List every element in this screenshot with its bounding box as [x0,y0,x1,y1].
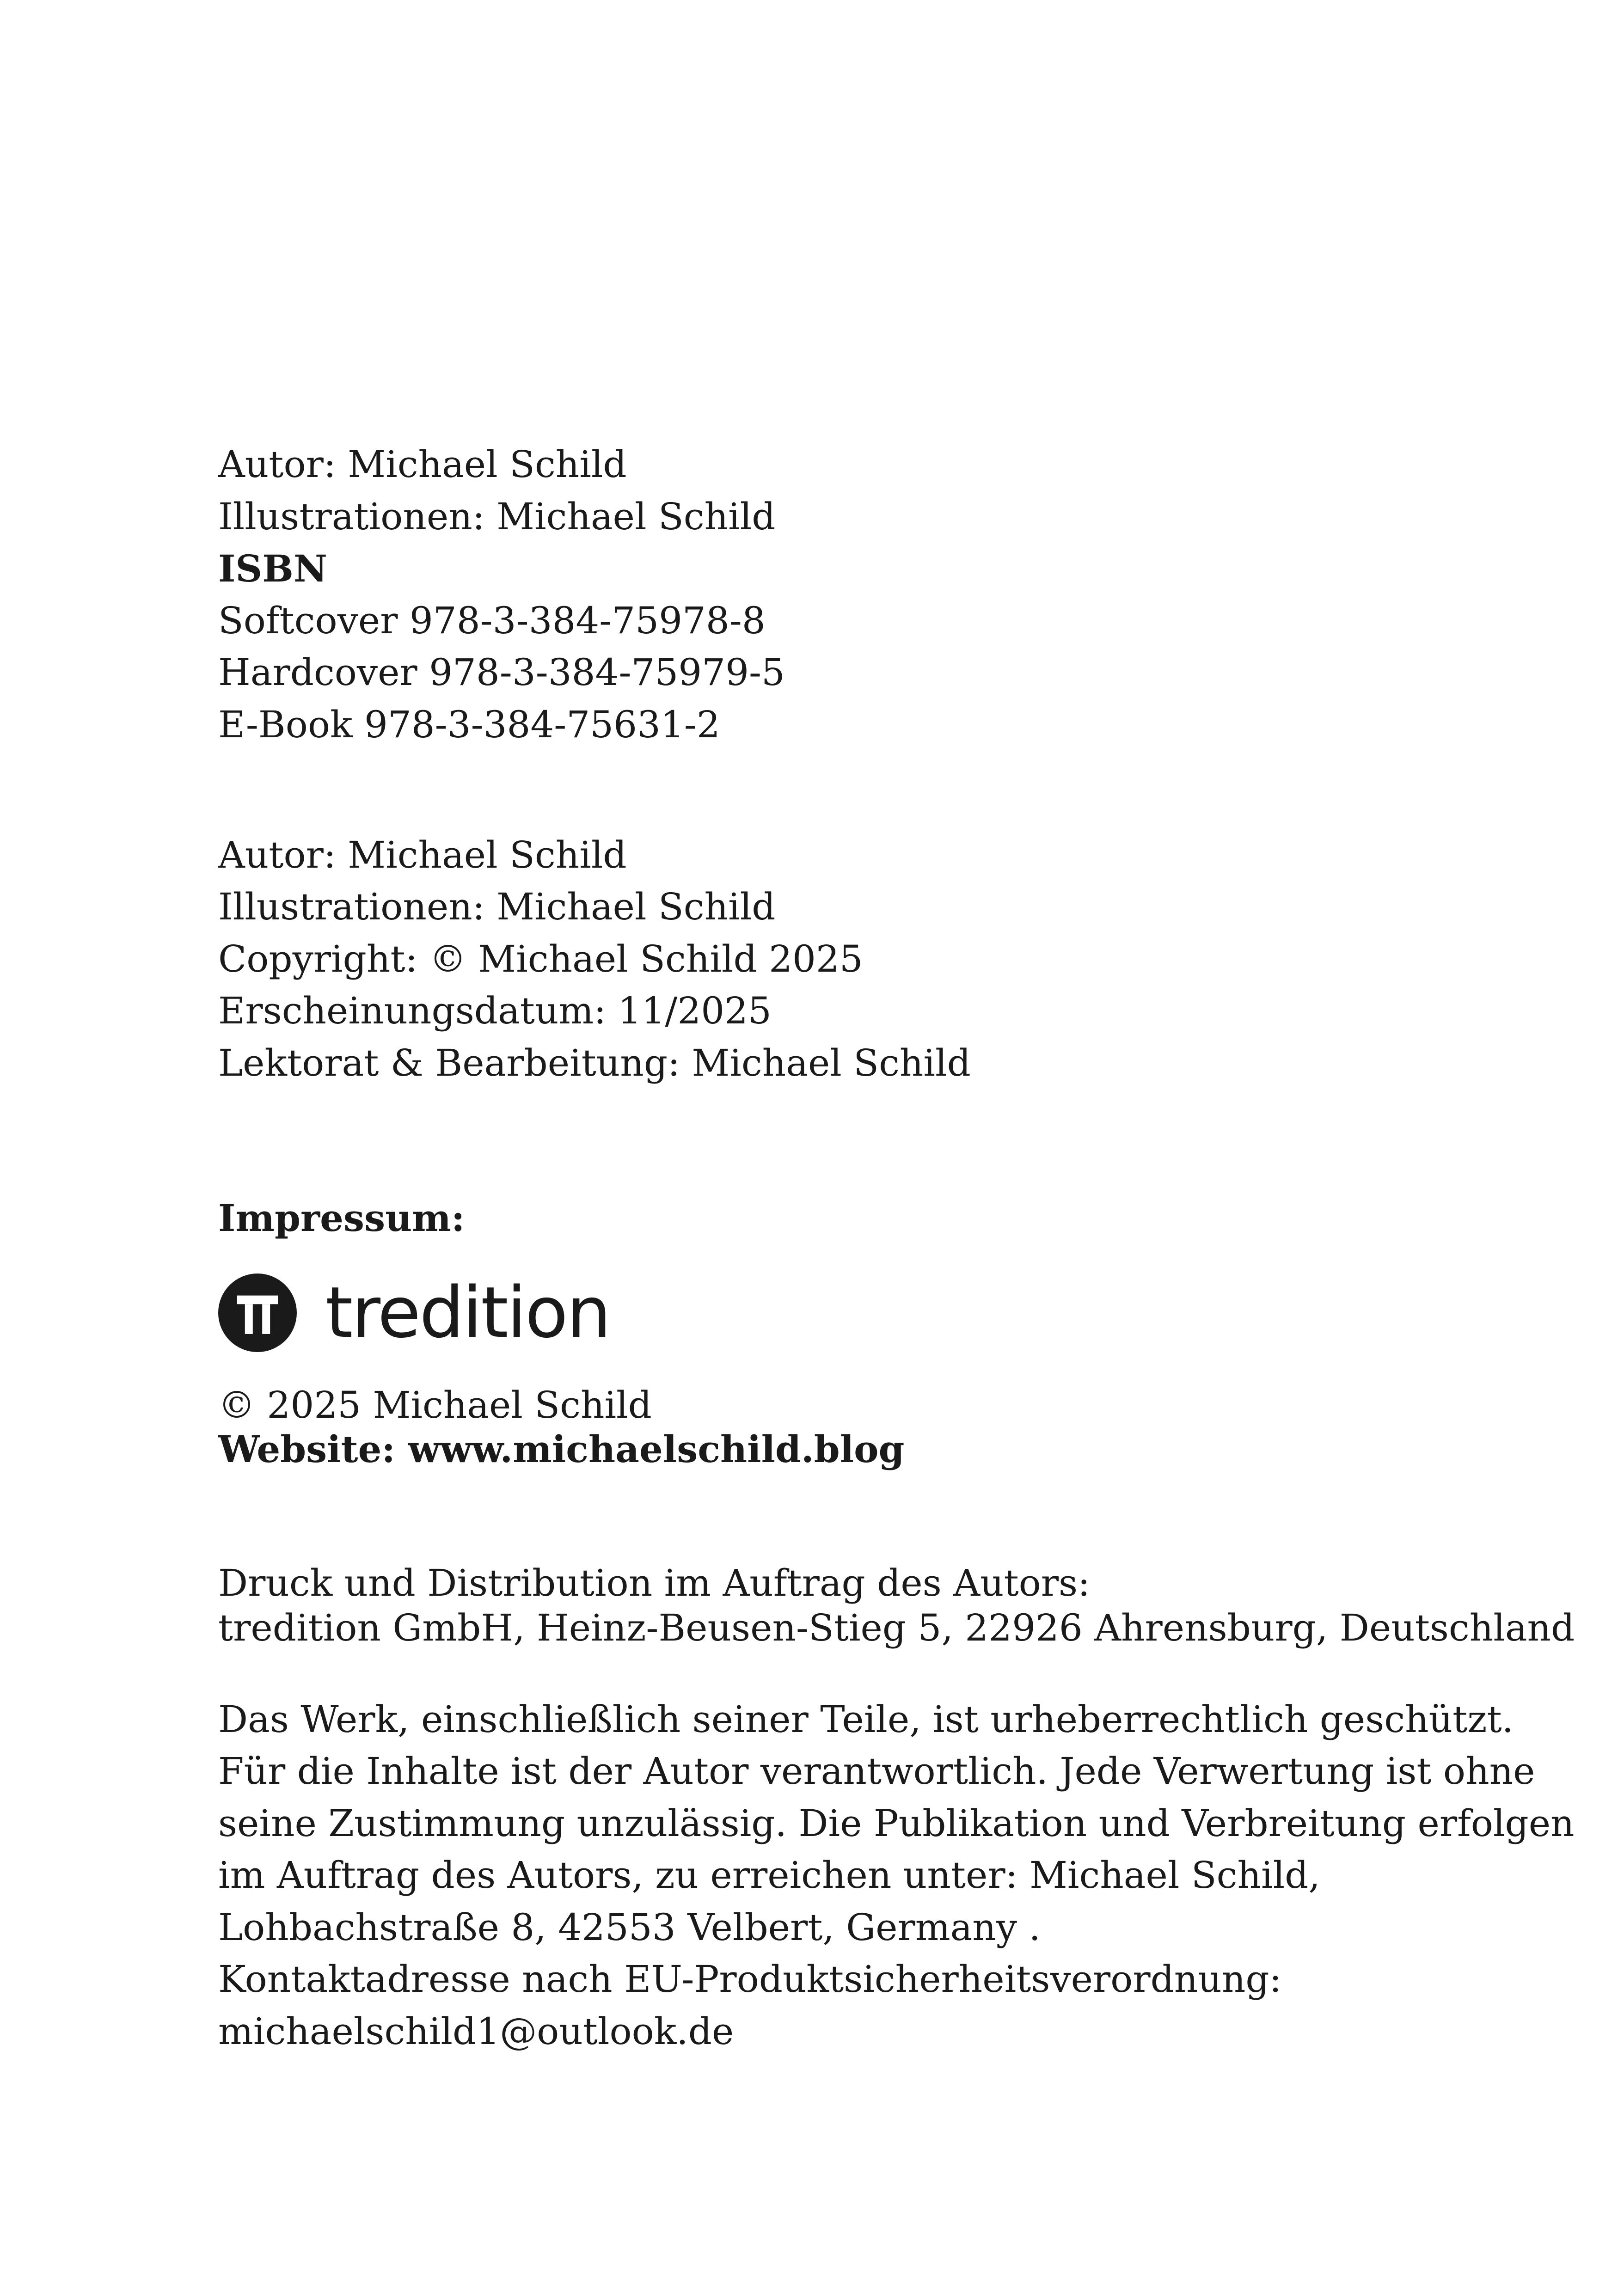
author-line-2: Autor: Michael Schild [218,833,627,876]
impressum-copyright: © 2025 Michael Schild [218,1384,652,1427]
illustrations-line-2: Illustrationen: Michael Schild [218,885,776,928]
rights-line-5: Lohbachstraße 8, 42553 Velbert, Germany . [218,1906,1041,1949]
rights-line-3: seine Zustimmung unzulässig. Die Publikation und Verbreitung erfolgen [218,1802,1575,1845]
contact-email: michaelschild1@outlook.de [218,2010,734,2053]
tredition-logo [218,1271,610,1354]
rights-line-2: Für die Inhalte ist der Autor verantwortlich. Jede Verwertung ist ohne [218,1750,1535,1793]
isbn-ebook: E-Book 978-3-384-75631-2 [218,703,720,746]
website-line: Website: www.michaelschild.blog [218,1427,905,1471]
rights-line-4: im Auftrag des Autors, zu erreichen unter: Michael Schild, [218,1854,1320,1897]
print-distribution-line: Druck und Distribution im Auftrag des Autors: [218,1561,1091,1604]
editing-line: Lektorat & Bearbeitung: Michael Schild [218,1041,971,1084]
isbn-heading: ISBN [218,547,327,590]
publisher-address-line: tredition GmbH, Heinz-Beusen-Stieg 5, 22926 Ahrensburg, Deutschland [218,1606,1575,1649]
copyright-line: Copyright: © Michael Schild 2025 [218,937,863,980]
tredition-logo-icon [218,1274,297,1352]
tredition-logo-text: tredition [325,1272,610,1353]
illustrations-line: Illustrationen: Michael Schild [218,495,776,538]
rights-line-1: Das Werk, einschließlich seiner Teile, ist urheberrechtlich geschützt. [218,1698,1514,1741]
isbn-hardcover: Hardcover 978-3-384-75979-5 [218,651,785,694]
publication-date-line: Erscheinungsdatum: 11/2025 [218,989,772,1032]
isbn-softcover: Softcover 978-3-384-75978-8 [218,599,766,642]
author-line: Autor: Michael Schild [218,443,627,486]
impressum-heading: Impressum: [218,1196,465,1240]
rights-line-6: Kontaktadresse nach EU-Produktsicherheitsverordnung: [218,1958,1282,2001]
